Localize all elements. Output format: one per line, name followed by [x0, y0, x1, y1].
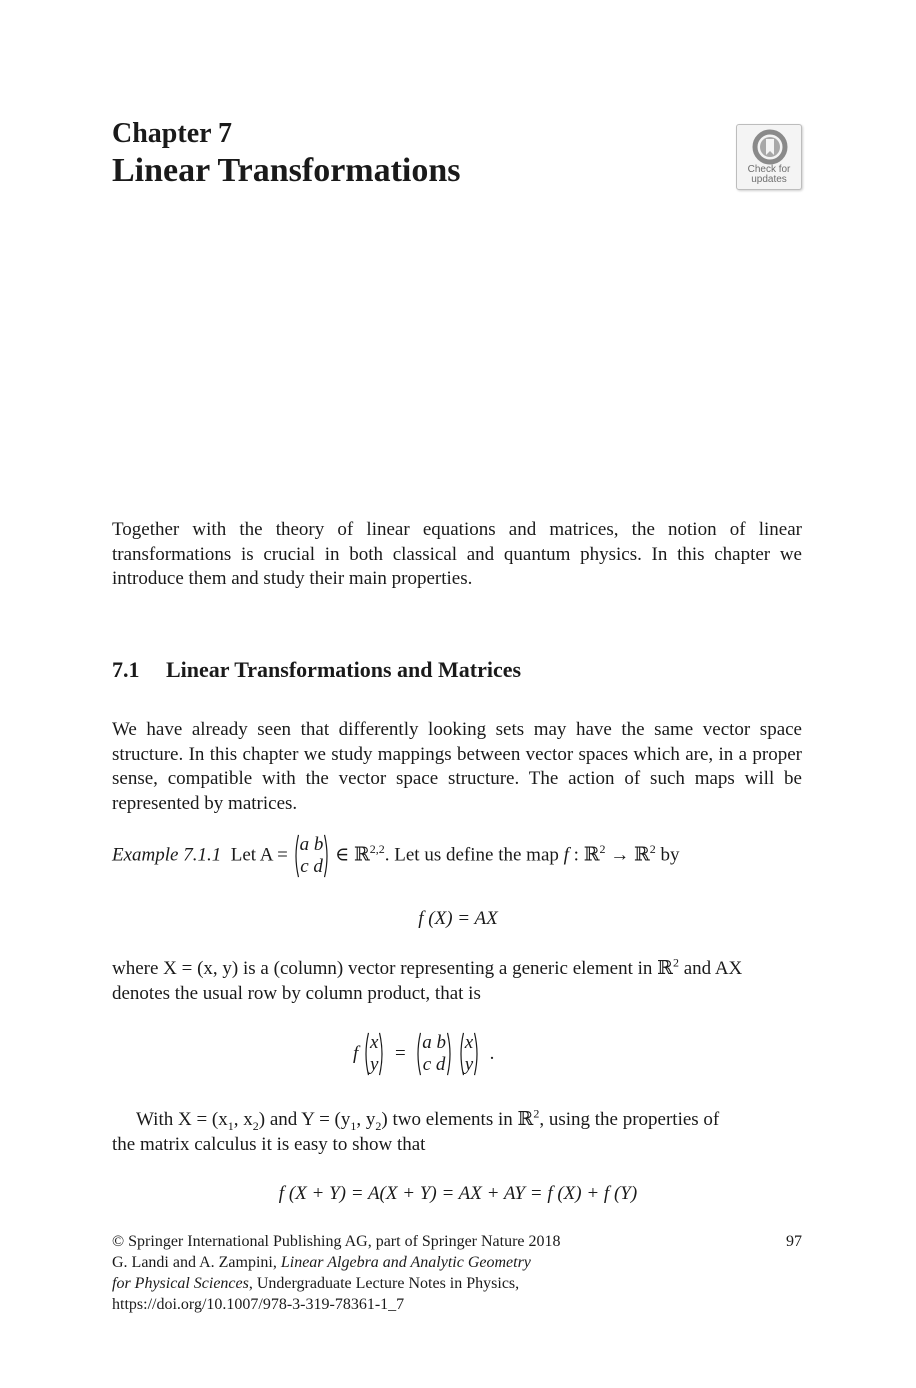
citation-line-1	[112, 1252, 531, 1273]
right-paren-icon	[474, 1032, 480, 1076]
example-arrow: →	[610, 844, 630, 866]
left-paren-icon	[293, 834, 299, 878]
example-matrix	[293, 834, 331, 878]
right-paren-icon	[324, 834, 330, 878]
check-for-updates-badge[interactable]	[736, 124, 802, 190]
citation-line-2	[112, 1273, 519, 1294]
section-paragraph: We have already seen that differently looking sets may have the same vector space structure. In this chapter we study mappings between vector spaces which are, in a proper sense, compatible with the vector space structure. The action of such maps will be represented by matrices.	[112, 719, 802, 814]
matrix-row: c d	[300, 856, 323, 877]
with-line-2: the matrix calculus it is easy to show that	[112, 1134, 426, 1155]
left-paren-icon	[363, 1032, 369, 1076]
where-line-1-b: and AX	[683, 958, 743, 979]
matrix-row: a b	[299, 834, 324, 855]
chapter-label: Chapter 7	[112, 118, 233, 149]
example-codomain: ℝ	[633, 844, 650, 866]
example-domain: ℝ	[583, 844, 600, 866]
equation-2-matrix	[415, 1032, 453, 1076]
example-codomain-sup: 2	[649, 842, 656, 857]
where-line-2: denotes the usual row by column product, that is	[112, 983, 481, 1004]
doi-link[interactable]: https://doi.org/10.1007/978-3-319-78361-1_7	[112, 1296, 405, 1313]
example-domain-sup: 2	[599, 842, 606, 857]
citation-title: Linear Algebra and Analytic Geometry	[280, 1254, 531, 1271]
with-sub: 1	[350, 1118, 357, 1133]
with-sub: 1	[227, 1118, 234, 1133]
vector-entry: y	[370, 1054, 379, 1075]
intro-paragraph: Together with the theory of linear equations and matrices, the notion of linear transformations is crucial in both classical and quantum physics. In this chapter we introduce them and study their main properties.	[112, 519, 802, 589]
example-label: Example 7.1.1	[112, 844, 222, 866]
where-line-1	[112, 957, 742, 981]
bookmark-ring-icon	[752, 129, 788, 165]
where-line-1-a: where X = (x, y) is a (column) vector representing a generic element in ℝ	[112, 958, 673, 979]
citation-series: , Undergraduate Lecture Notes in Physics,	[248, 1275, 520, 1292]
example-define: . Let us define the map	[384, 844, 559, 866]
badge-text: Check for updates	[747, 164, 791, 185]
equation-2-f: f	[353, 1043, 359, 1064]
citation-authors: G. Landi and A. Zampini,	[112, 1254, 277, 1271]
section-number: 7.1	[112, 657, 140, 682]
vector-entry: y	[464, 1054, 474, 1075]
vector-entry: x	[370, 1032, 379, 1053]
example-colon: :	[573, 844, 579, 866]
left-paren-icon	[458, 1032, 464, 1076]
equation-3-text: f (X + Y) = A(X + Y) = AX + AY = f (X) + f (Y)	[278, 1183, 638, 1204]
equation-1-text: f (X) = AX	[418, 908, 498, 929]
with-sub: 2	[252, 1118, 259, 1133]
right-vector	[458, 1032, 480, 1076]
example-let: Let A =	[230, 844, 288, 866]
matrix-row: c d	[422, 1054, 446, 1075]
equation-2-period: .	[489, 1043, 495, 1064]
citation-title-cont: for Physical Sciences	[112, 1275, 249, 1292]
with-text: With X = (x	[136, 1109, 228, 1130]
page-number: 97	[786, 1233, 802, 1250]
with-text: , y	[356, 1109, 376, 1130]
section-title: Linear Transformations and Matrices	[166, 657, 522, 682]
example-by: by	[660, 844, 680, 866]
with-text: ) and Y = (y	[258, 1109, 351, 1130]
left-paren-icon	[415, 1032, 421, 1076]
equation-2-equals: =	[394, 1043, 406, 1064]
equation-3	[0, 1183, 916, 1205]
matrix-row: a b	[422, 1032, 446, 1053]
vector-entry: x	[464, 1032, 474, 1053]
with-text: ) two elements in ℝ	[381, 1109, 534, 1130]
with-text: , using the properties of	[539, 1109, 720, 1130]
equation-2	[353, 1032, 494, 1076]
example-in-sup: 2,2	[369, 842, 385, 857]
example-f: f	[563, 844, 569, 866]
copyright-line: © Springer International Publishing AG, part of Springer Nature 2018	[112, 1233, 561, 1250]
left-vector	[363, 1032, 385, 1076]
right-paren-icon	[379, 1032, 385, 1076]
with-line-1	[136, 1108, 719, 1132]
equation-1	[0, 908, 916, 930]
section-heading	[112, 656, 521, 684]
example-line	[112, 834, 680, 878]
with-text: , x	[233, 1109, 253, 1130]
right-paren-icon	[447, 1032, 453, 1076]
where-line-1-sup: 2	[672, 955, 679, 970]
example-in: ∈ ℝ	[335, 844, 370, 866]
with-sup: 2	[533, 1106, 540, 1121]
chapter-title: Linear Transformations	[112, 152, 461, 189]
with-sub: 2	[375, 1118, 382, 1133]
